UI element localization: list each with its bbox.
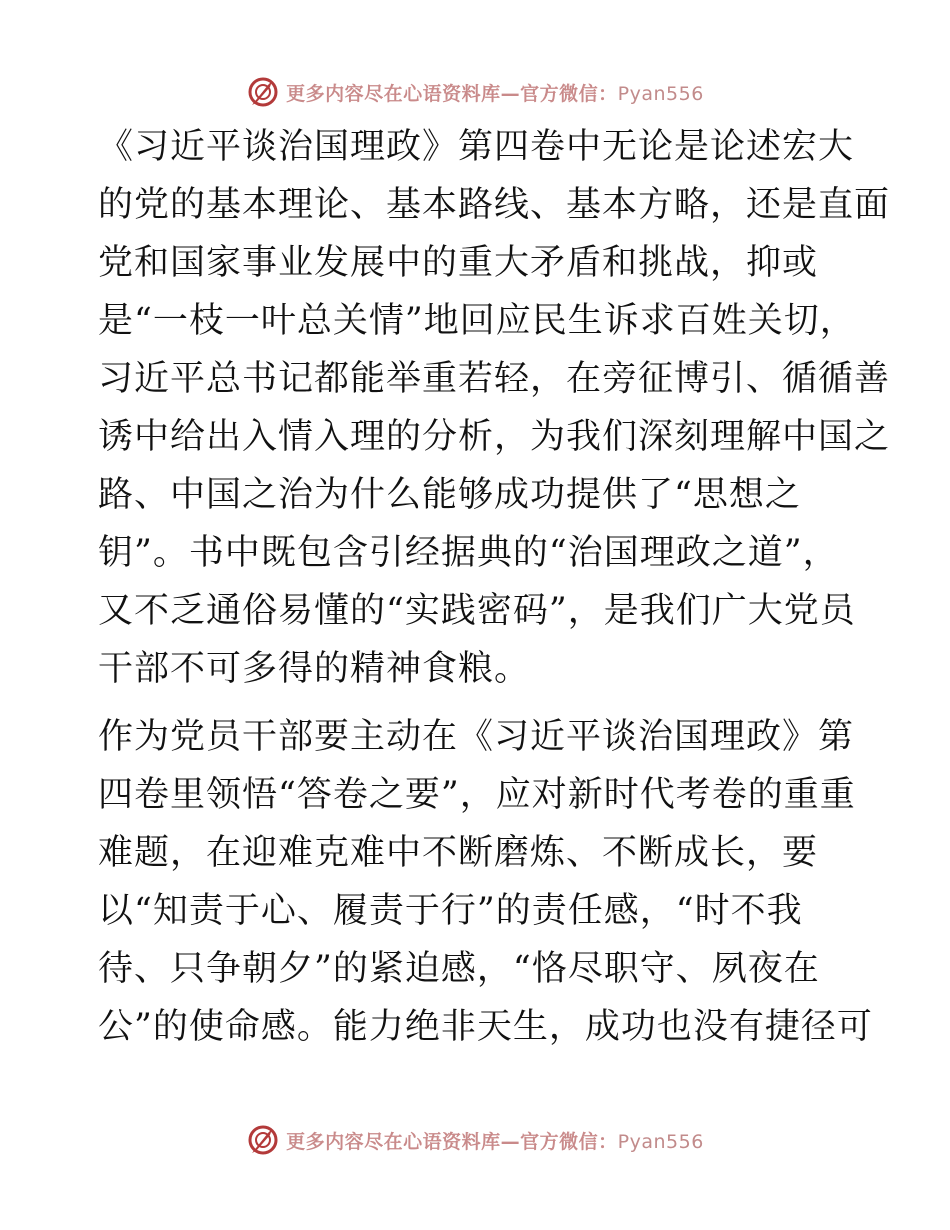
- paragraph-2: [98, 708, 873, 1056]
- text-line: 路、中国之治为什么能够成功提供了“思想之: [98, 475, 801, 515]
- paragraph-1: [98, 118, 891, 698]
- text-line: 钥”。书中既包含引经据典的“治国理政之道”，: [98, 533, 839, 573]
- text-line: 公”的使命感。能力绝非天生，成功也没有捷径可: [98, 1007, 873, 1047]
- text-line: 又不乏通俗易懂的“实践密码”，是我们广大党员: [98, 591, 856, 631]
- text-line: 难题，在迎难克难中不断磨炼、不断成长，要: [98, 833, 819, 873]
- text-line: 党和国家事业发展中的重大矛盾和挑战，抑或: [98, 243, 819, 283]
- quill-circle-logo-icon: [246, 1123, 280, 1157]
- watermark-text: 更多内容尽在心语资料库—官方微信：Pyan556: [286, 1130, 704, 1153]
- header-watermark: [0, 72, 950, 112]
- quill-circle-logo-icon: [246, 75, 280, 109]
- text-line: 是“一枝一叶总关情”地回应民生诉求百姓关切，: [98, 301, 856, 341]
- text-line: 《习近平谈治国理政》第四卷中无论是论述宏大: [98, 127, 855, 167]
- text-line: 干部不可多得的精神食粮。: [98, 649, 531, 689]
- text-line: 诱中给出入情入理的分析，为我们深刻理解中国之: [98, 417, 891, 457]
- text-line: 待、只争朝夕”的紧迫感，“恪尽职守、夙夜在: [98, 949, 820, 989]
- document-body: [98, 118, 891, 1056]
- text-line: 以“知责于心、履责于行”的责任感，“时不我: [98, 891, 803, 931]
- text-line: 的党的基本理论、基本路线、基本方略，还是直面: [98, 185, 891, 225]
- text-line: 作为党员干部要主动在《习近平谈治国理政》第: [98, 717, 855, 757]
- footer-watermark: [0, 1120, 950, 1160]
- text-line: 四卷里领悟“答卷之要”，应对新时代考卷的重重: [98, 775, 856, 815]
- text-line: 习近平总书记都能举重若轻，在旁征博引、循循善: [98, 359, 891, 399]
- watermark-text: 更多内容尽在心语资料库—官方微信：Pyan556: [286, 82, 704, 105]
